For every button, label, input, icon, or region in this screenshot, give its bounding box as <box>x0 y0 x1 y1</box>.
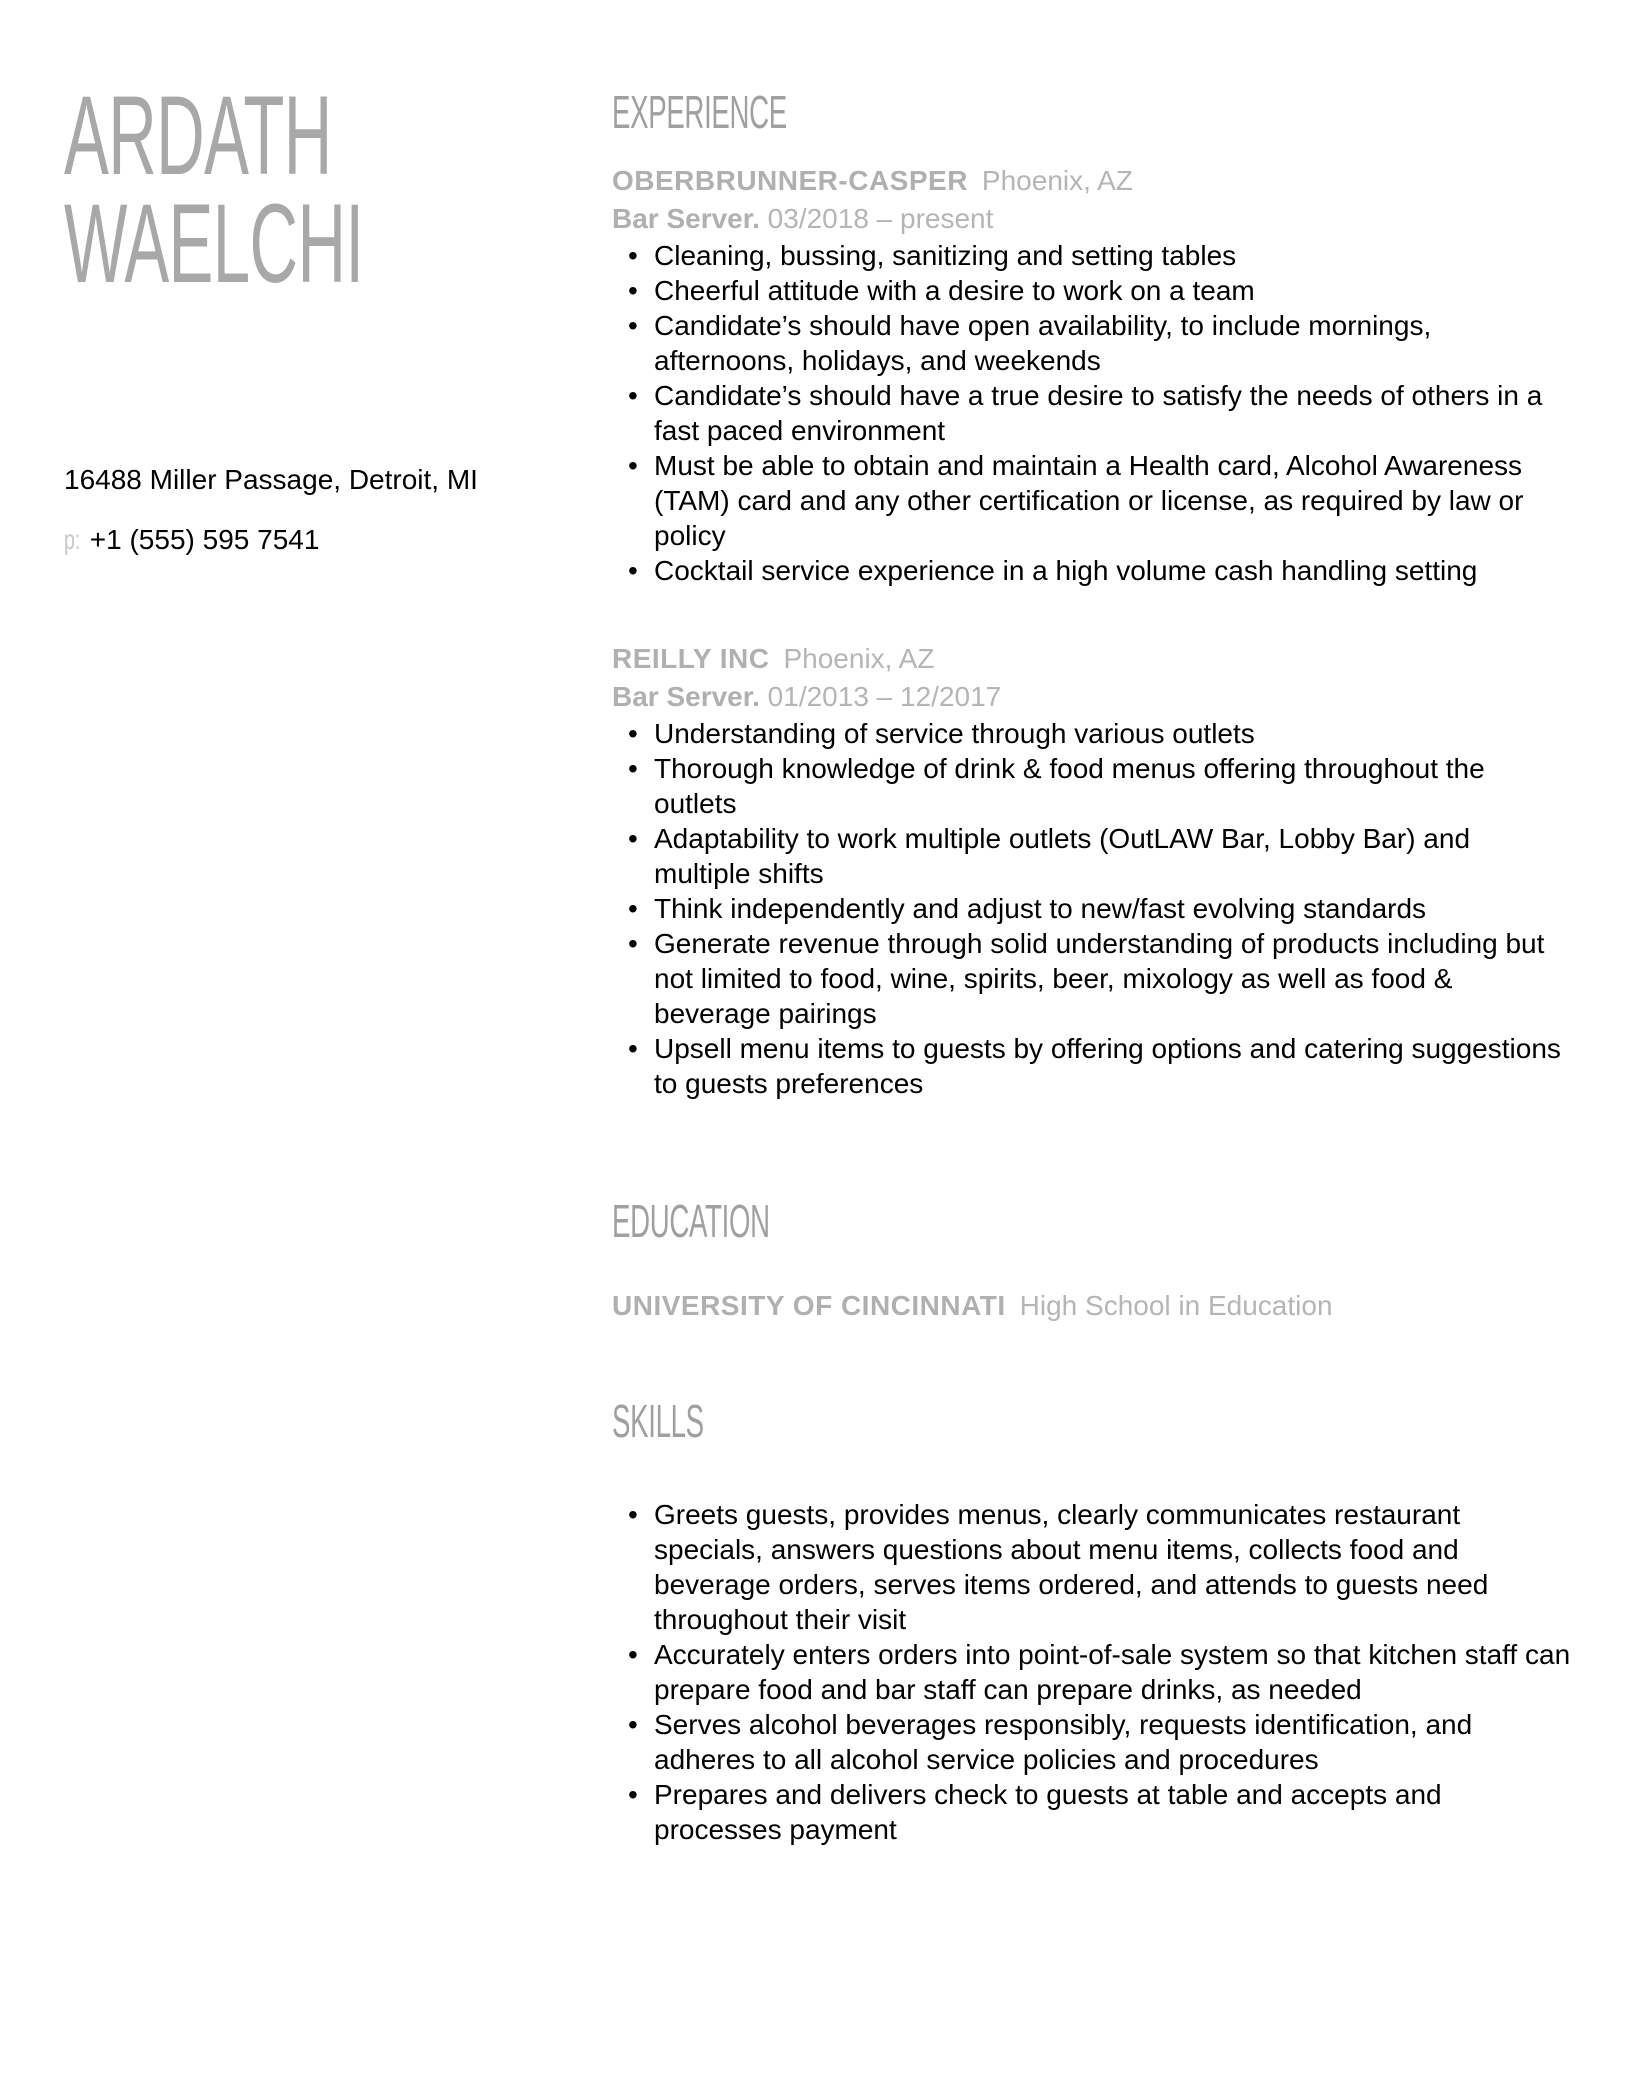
education-school: UNIVERSITY OF CINCINNATI <box>612 1290 1006 1321</box>
list-item: • Prepares and delivers check to guests at table and accepts and processes payment <box>654 1777 1572 1847</box>
job-role-line <box>612 678 1572 716</box>
list-item: • Upsell menu items to guests by offering options and catering suggestions to guests preferences <box>654 1031 1572 1101</box>
education-section <box>612 1193 1572 1325</box>
job-bullets <box>612 716 1572 1101</box>
job-company-line <box>612 162 1572 200</box>
list-item: • Adaptability to work multiple outlets (OutLAW Bar, Lobby Bar) and multiple shifts <box>654 821 1572 891</box>
skills-title: SKILLS <box>612 1395 704 1447</box>
list-item: • Cleaning, bussing, sanitizing and setting tables <box>654 238 1572 273</box>
list-item: • Understanding of service through various outlets <box>654 716 1572 751</box>
phone-prefix: p: <box>64 524 81 555</box>
list-item: • Thorough knowledge of drink & food menus offering throughout the outlets <box>654 751 1572 821</box>
job-dates: 03/2018 – present <box>767 203 994 234</box>
education-entry <box>612 1287 1572 1325</box>
phone-number: +1 (555) 595 7541 <box>89 524 320 555</box>
main-column <box>612 84 1572 1847</box>
candidate-name <box>64 73 364 306</box>
last-name: WAELCHI <box>64 181 364 306</box>
list-item: • Cheerful attitude with a desire to work on a team <box>654 273 1572 308</box>
experience-title: EXPERIENCE <box>612 86 787 138</box>
skills-bullets <box>612 1497 1572 1847</box>
job-role: Bar Server. <box>612 681 760 712</box>
list-item: • Cocktail service experience in a high volume cash handling setting <box>654 553 1572 588</box>
job-bullets <box>612 238 1572 588</box>
skills-section <box>612 1393 1572 1847</box>
job-location: Phoenix, AZ <box>783 643 935 674</box>
list-item: • Greets guests, provides menus, clearly communicates restaurant specials, answers questions about menu items, collects food and beverage orders, serves items ordered, and attends to guests need throughout their visit <box>654 1497 1572 1637</box>
list-item: • Think independently and adjust to new/fast evolving standards <box>654 891 1572 926</box>
contact-block <box>64 460 584 560</box>
job-company-line <box>612 640 1572 678</box>
list-item: • Generate revenue through solid understanding of products including but not limited to food, wine, spirits, beer, mixology as well as food & beverage pairings <box>654 926 1572 1031</box>
job-dates: 01/2013 – 12/2017 <box>767 681 1002 712</box>
job-company: OBERBRUNNER-CASPER <box>612 165 968 196</box>
job-company: REILLY INC <box>612 643 770 674</box>
job-role-line <box>612 200 1572 238</box>
job-role: Bar Server. <box>612 203 760 234</box>
name-block <box>64 73 564 306</box>
list-item: • Serves alcohol beverages responsibly, requests identification, and adheres to all alcohol service policies and procedures <box>654 1707 1572 1777</box>
list-item: • Candidate’s should have open availability, to include mornings, afternoons, holidays, and weekends <box>654 308 1572 378</box>
address: 16488 Miller Passage, Detroit, MI <box>64 464 478 495</box>
list-item: • Accurately enters orders into point-of-sale system so that kitchen staff can prepare food and bar staff can prepare drinks, as needed <box>654 1637 1572 1707</box>
phone-line <box>64 520 584 560</box>
experience-section <box>612 84 1572 1101</box>
job-entry <box>612 162 1572 588</box>
education-title: EDUCATION <box>612 1195 770 1247</box>
job-location: Phoenix, AZ <box>981 165 1133 196</box>
education-degree: High School in Education <box>1019 1290 1333 1321</box>
first-name: ARDATH <box>64 73 332 198</box>
list-item: • Must be able to obtain and maintain a Health card, Alcohol Awareness (TAM) card and any other certification or license, as required by law or policy <box>654 448 1572 553</box>
job-entry <box>612 640 1572 1101</box>
list-item: • Candidate’s should have a true desire to satisfy the needs of others in a fast paced environment <box>654 378 1572 448</box>
